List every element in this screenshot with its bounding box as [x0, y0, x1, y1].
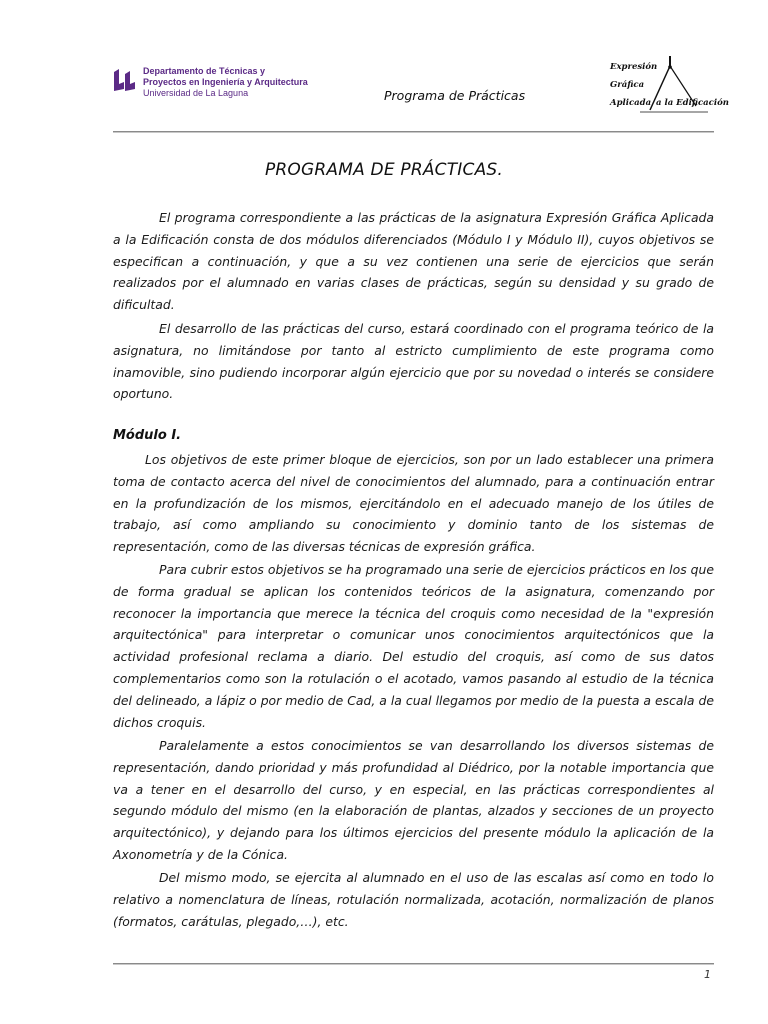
- department-line-1: Departamento de Técnicas y: [143, 66, 266, 76]
- department-name: [143, 66, 308, 99]
- paragraph-text: Paralelamente a estos conocimientos se van desarrollando los diversos sistemas de representación, dando prioridad y más profundidad al Diédrico, por la notable importancia que va a tener en el desarrollo del curso, y en especial, en las prácticas correspondientes al segundo módulo del mismo (en la elaboración de plantas, alzados y secciones de un proyecto arquitectónico), y dejando para los últimos ejercicios del presente módulo la aplicación de la Axonometría y de la Cónica.: [113, 738, 714, 862]
- department-line-2: Proyectos en Ingeniería y Arquitectura: [143, 77, 308, 87]
- university-logo: [113, 66, 313, 106]
- paragraph-text: El desarrollo de las prácticas del curso, estará coordinado con el programa teórico de la asignatura, no limitándose por tanto al estricto cumplimiento de este programa como inamovible, sino pudiendo incorporar algún ejercicio que por su novedad o interés se considere oportuno.: [113, 321, 714, 402]
- header-title: Programa de Prácticas: [384, 88, 526, 103]
- intro-paragraph-1: [113, 207, 714, 316]
- logo-word-expresion: Expresión: [610, 62, 658, 72]
- module-heading: Módulo I.: [113, 428, 182, 443]
- document-title: PROGRAMA DE PRÁCTICAS.: [264, 160, 504, 180]
- logo-word-grafica: Gráfica: [610, 80, 645, 90]
- page-header: [0, 0, 768, 140]
- intro-paragraph-2: [113, 318, 714, 405]
- ull-logo-icon: [113, 68, 137, 92]
- university-name: Universidad de La Laguna: [143, 88, 249, 98]
- module-paragraph-4: [113, 867, 714, 932]
- page-number: 1: [704, 968, 711, 981]
- footer-divider: [113, 963, 714, 965]
- logo-word-aplicada: Aplicada: [610, 98, 652, 108]
- course-logo: [598, 56, 728, 116]
- header-divider: [113, 131, 714, 133]
- paragraph-text: Para cubrir estos objetivos se ha programado una serie de ejercicios prácticos en los que de forma gradual se aplican los contenidos teóricos de la asignatura, comenzando por reconocer la importancia que merece la técnica del croquis como necesidad de la "expresión arquitectónica" para interpretar o comunicar unos conocimientos arquitectónicos que la actividad profesional reclama a diario. Del estudio del croquis, así como de sus datos complementarios como son la rotulación o el acotado, vamos pasando al estudio de la técnica del delineado, a lápiz o por medio de Cad, a la cual llegamos por medio de la puesta a escala de dichos croquis.: [113, 562, 714, 730]
- module-paragraph-2: [113, 559, 714, 733]
- module-paragraph-3: [113, 735, 714, 866]
- logo-word-edificacion: a la Edificación: [656, 98, 729, 108]
- paragraph-text: El programa correspondiente a las prácticas de la asignatura Expresión Gráfica Aplicada a la Edificación consta de dos módulos diferenciados (Módulo I y Módulo II), cuyos objetivos se especifican a continuación, y que a su vez contienen una serie de ejercicios que serán realizados por el alumnado en varias clases de prácticas, según su densidad y su grado de dificultad.: [113, 210, 714, 313]
- paragraph-text: Los objetivos de este primer bloque de ejercicios, son por un lado establecer una primera toma de contacto acerca del nivel de conocimientos del alumnado, para a continuación entrar en la profundización de los mismos, ejercitándolo en el adecuado manejo de los útiles de trabajo, así como ampliando su conocimiento y dominio tanto de los sistemas de representación, como de las diversas técnicas de expresión gráfica.: [113, 452, 714, 555]
- paragraph-text: Del mismo modo, se ejercita al alumnado en el uso de las escalas así como en todo lo relativo a nomenclatura de líneas, rotulación normalizada, acotación, normalización de planos (formatos, carátulas, plegado,…), etc.: [113, 870, 714, 929]
- module-paragraph-1: [113, 449, 714, 558]
